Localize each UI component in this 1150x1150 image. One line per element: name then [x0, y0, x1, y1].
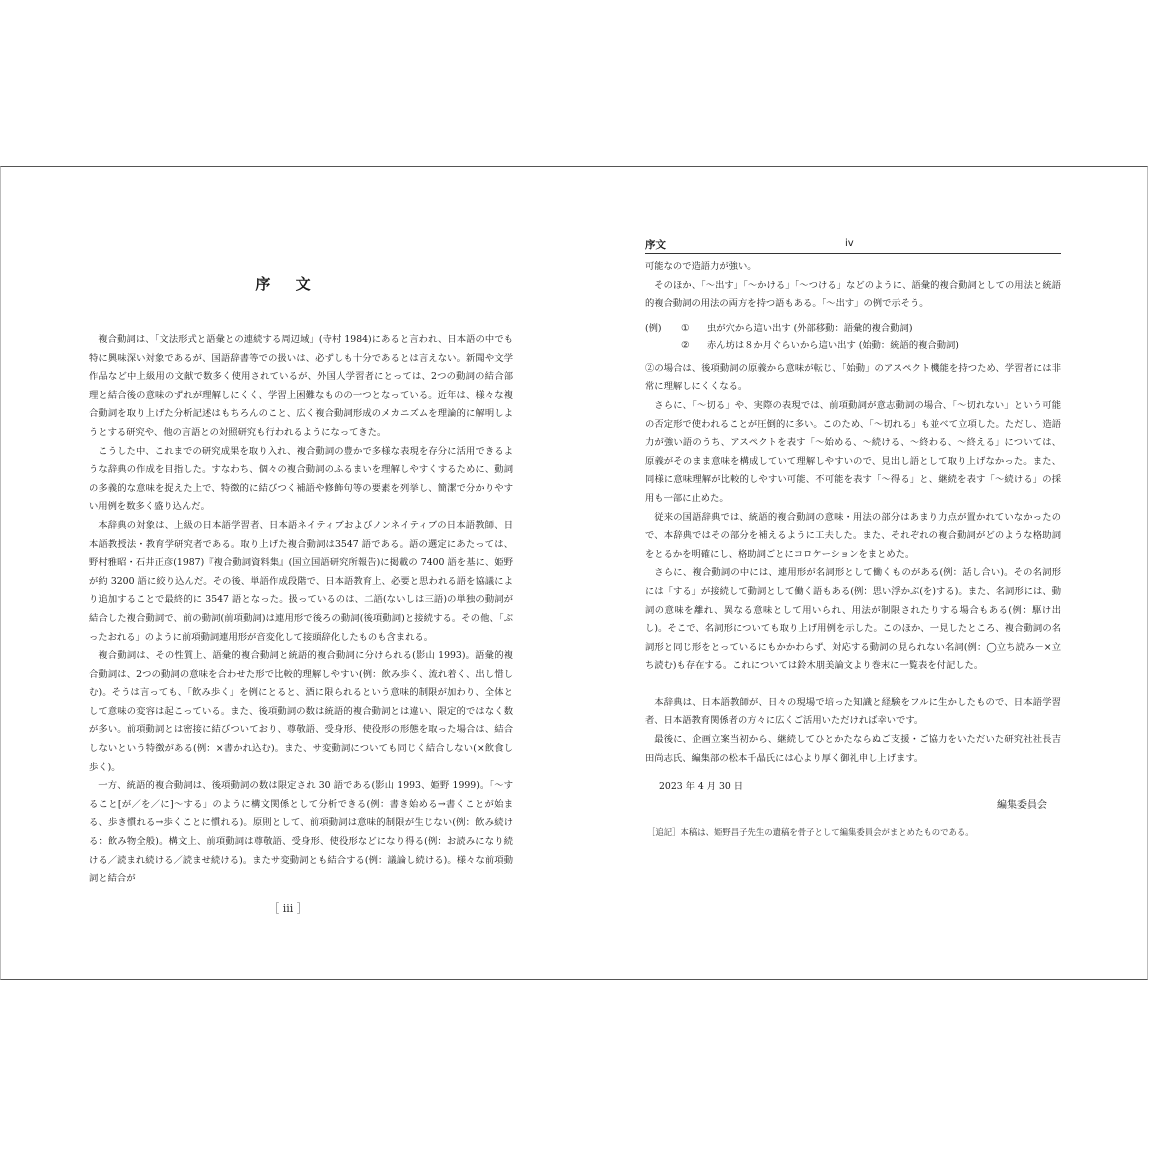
postscript-note: ［追記］本稿は、姫野昌子先生の遺稿を骨子として編集委員会がまとめたものである。	[647, 827, 974, 838]
paragraph: 従来の国語辞典では、統語的複合動詞の意味・用法の部分はあまり力点が置かれていなかったので、本辞典ではその部分を補えるように工夫した。また、それぞれの複合動詞がどのような格助詞をとるかを明確にし、格助詞ごとにコロケーションをまとめた。	[645, 511, 1061, 560]
book-spread	[0, 166, 1148, 980]
preface-body	[89, 331, 513, 889]
right-page	[575, 167, 1149, 979]
preface-body-continued	[645, 258, 1061, 842]
example-row	[645, 320, 1061, 337]
page-number: iv	[845, 238, 854, 249]
example-text: 赤ん坊は８か月ぐらいから這い出す (始動：統語的複合動詞)	[707, 339, 959, 351]
paragraph: 複合動詞は、その性質上、語彙的複合動詞と統語的複合動詞に分けられる(影山 1993)。語彙的複合動詞は、2つの動詞の意味を合わせた形で比較的理解しやすい(例：飲み歩く、流れ着く、出し惜しむ)。そうは言っても、「飲み歩く」を例にとると、酒に限られるという意味的制限が加わり、全体として意味の変容は起こっている。また、後項動詞の数は統語的複合動詞とは違い、限定的ではなく数が多い。前項動詞とは密接に結びついており、尊敬語、受身形、使役形の形態を取った場合は、結合しないという特徴がある(例：×書かれ込む)。また、サ変動詞についても同じく結合しない(×飲食し歩く)。	[89, 650, 513, 773]
example-label-spacer	[645, 337, 681, 354]
left-page	[1, 167, 575, 979]
editor-signature: 編集委員会	[997, 799, 1047, 811]
paragraph: 最後に、企画立案当初から、継続してひとかたならぬご支援・ご協力をいただいた研究社社長吉田尚志氏、編集部の松本千晶氏には心より厚く御礼申し上げます。	[645, 734, 1061, 764]
example-label: (例)	[645, 322, 662, 334]
paragraph: 可能なので造語力が強い。	[645, 261, 757, 272]
paragraph: そのほか、「～出す」「～かける」「～つける」などのように、語彙的複合動詞としての用法と統語的複合動詞の用法の両方を持つ語もある。「～出す」の例で示そう。	[645, 279, 1061, 310]
paragraph: ②の場合は、後項動詞の原義から意味が転じ、「始動」のアスペクト機能を持つため、学習者には非常に理解しにくくなる。	[645, 362, 1061, 393]
paragraph: 本辞典は、日本語教師が、日々の現場で培った知識と経験をフルに生かしたもので、日本語学習者、日本語教育関係者の方々に広くご活用いただければ幸いです。	[645, 696, 1061, 727]
page-title: 序 文	[255, 275, 321, 293]
date: 2023 年 4 月 30 日	[659, 781, 744, 793]
paragraph: こうした中、これまでの研究成果を取り入れ、複合動詞の豊かで多様な表現を存分に活用できるような辞典の作成を目指した。すなわち、個々の複合動詞のふるまいを理解しやすくするために、動詞の多義的な意味を捉えた上で、特徴的に結びつく補語や修飾句等の要素を列挙し、簡潔で分かりやすい用例を数多く盛り込んだ。	[89, 445, 513, 513]
running-head	[645, 237, 1061, 254]
running-head-title: 序文	[645, 239, 666, 251]
paragraph: さらに、複合動詞の中には、連用形が名詞形として働くものがある(例：話し合い)。その名詞形には「する」が接続して動詞として働く語もある(例：思い浮かぶ(を)する)。また、名詞形には、動詞の意味を離れ、異なる意味として用いられ、用法が制限されたりする場合もある(例：駆け出し)。そこで、名詞形についても取り上げ用例を示した。このほか、一見したところ、複合動詞の名詞形と同じ形をとっているにもかかわらず、対応する動詞の見られない名詞(例：◯立ち読み－×立ち読む)も存在する。これについては鈴木朋美論文より巻末に一覧表を付記した。	[645, 567, 1061, 672]
example-marker: ②	[681, 339, 690, 351]
paragraph: 一方、統語的複合動詞は、後項動詞の数は限定され 30 語である(影山 1993、姫野 1999)。「～すること[が／を／に]～する」のように構文関係として分析できる(例：書き始める→書くことが始まる、歩き慣れる→歩くことに慣れる)。原則として、前項動詞は意味的制限が生じない(例：飲み続ける：飲み物全般)。構文上、前項動詞は尊敬語、受身形、使役形などになり得る(例：お読みになり続ける／読まれ続ける／読ませ続ける)。またサ変動詞とも結合する(例：議論し続ける)。様々な前項動詞と結合が	[89, 780, 513, 885]
example-text: 虫が穴から這い出す (外部移動：語彙的複合動詞)	[707, 322, 913, 334]
page-folio: ［ iii ］	[268, 902, 308, 915]
section-gap	[645, 676, 1061, 694]
example-row	[645, 337, 1061, 354]
paragraph: さらに、「～切る」や、実際の表現では、前項動詞が意志動詞の場合、「～切れない」という可能の否定形で使われることが圧倒的に多い。このため、「～切れる」も並べて立項した。ただし、造語力が強い語のうち、アスペクトを表す「～始める、～続ける、～終わる、～終える」については、原義がそのまま意味を構成していて理解しやすいので、見出し語として取り上げなかった。また、同様に意味理解が比較的しやすい可能、不可能を表す「～得る」と、継続を表す「～続ける」の採用も一部に止めた。	[645, 399, 1061, 504]
paragraph: 複合動詞は、「文法形式と語彙との連続する周辺域」(寺村 1984)にあると言われ、日本語の中でも特に興味深い対象であるが、国語辞書等での扱いは、必ずしも十分であるとは言えない。新聞や文学作品など中上級用の文献で数多く使用されているが、外国人学習者にとっては、2つの動詞の結合部理と結合後の意味のずれが理解しにくく、学習上困難なものの一つとなっている。近年は、様々な複合動詞を取り上げた分析記述はもちろんのこと、広く複合動詞形成のメカニズムを理論的に解明しようとする研究や、他の言語との対照研究も行われるようになってきた。	[89, 334, 513, 438]
example-block	[645, 320, 1061, 354]
paragraph: 本辞典の対象は、上級の日本語学習者、日本語ネイティブおよびノンネイティブの日本語教師、日本語教授法・教育学研究者である。取り上げた複合動詞は3547 語である。語の選定にあたっては、野村雅昭・石井正彦(1987)『複合動詞資料集』(国立国語研究所報告)に掲載の 7400 語を基に、姫野が約 3200 語に絞り込んだ。その後、単語作成段階で、日本語教育上、必要と思われる語を協議により追加することで最終的に 3547 語となった。扱っているのは、二語(ないしは三語)の単独の動詞が結合した複合動詞で、前の動詞(前項動詞)は連用形で後ろの動詞(後項動詞)と接続する。その他、「ぶったおれる」のように前項動詞連用形が音変化して接頭辞化したものも含まれる。	[89, 519, 513, 643]
example-marker: ①	[681, 322, 690, 334]
